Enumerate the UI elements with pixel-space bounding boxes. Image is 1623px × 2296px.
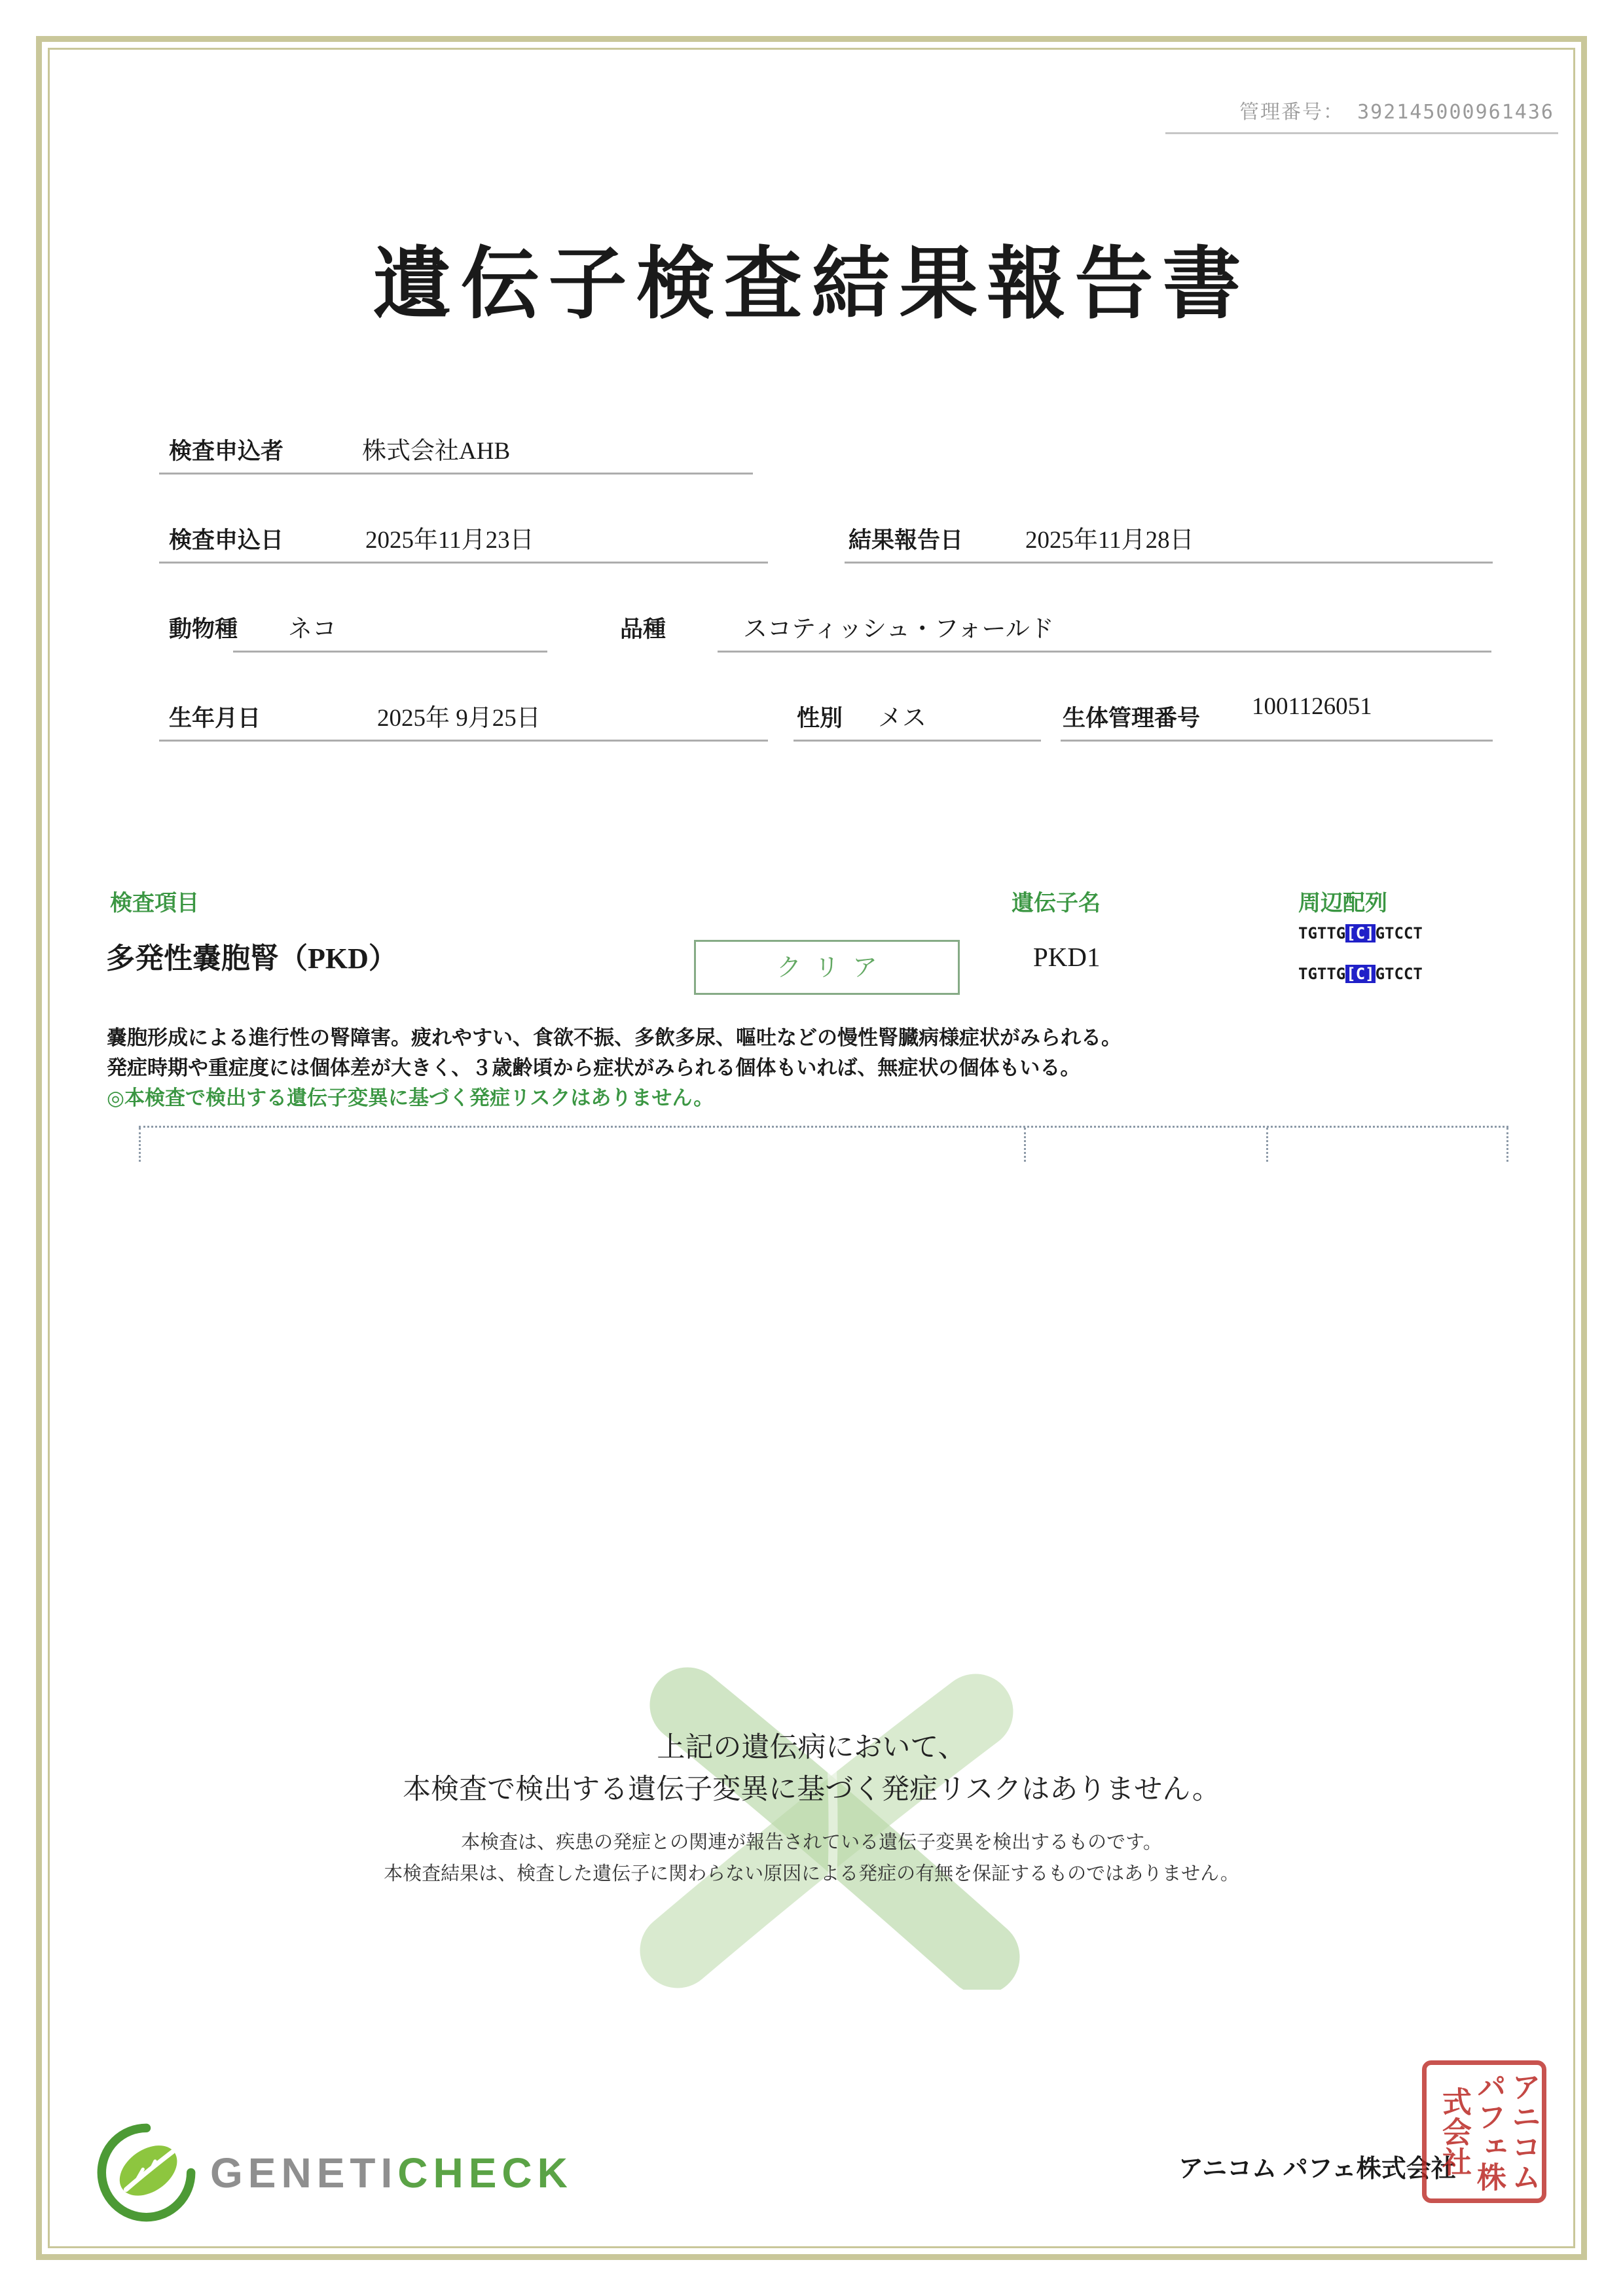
applicant-underline [159, 473, 753, 475]
species-value: ネコ [288, 616, 337, 643]
management-number-value: 392145000961436 [1357, 101, 1554, 124]
applicant-value: 株式会社AHB [362, 438, 511, 465]
sex-label: 性別 [797, 706, 843, 731]
separator-tick [139, 1128, 141, 1162]
breed-label: 品種 [620, 617, 666, 642]
separator-tick [1024, 1128, 1026, 1162]
gene-name: PKD1 [1033, 942, 1101, 972]
sequence-suffix: GTCCT [1375, 965, 1423, 983]
animal-id-value: 1001126051 [1252, 693, 1372, 720]
apply-date-value: 2025年11月23日 [365, 527, 534, 554]
summary-line1: 上記の遺伝病において、 [657, 1732, 966, 1763]
breed-underline [718, 651, 1491, 653]
management-number [1239, 96, 1554, 124]
birth-date-underline [159, 740, 768, 742]
disease-description-line2: 発症時期や重症度には個体差が大きく、３歳齢頃から症状がみられる個体もいれば、無症状の個体もいる。 [107, 1056, 1081, 1079]
apply-date-label: 検査申込日 [169, 528, 284, 553]
summary-note2: 本検査結果は、検査した遺伝子に関わらない原因による発症の有無を保証するものではありません。 [384, 1863, 1239, 1884]
summary-note1: 本検査は、疾患の発症との関連が報告されている遺伝子変異を検出するものです。 [461, 1832, 1162, 1853]
company-seal-text: アニコムパフェ株式会社 [1437, 2072, 1540, 2192]
management-number-underline [1165, 132, 1558, 134]
empty-row-separator [139, 1126, 1508, 1162]
results-header-gene: 遺伝子名 [1012, 891, 1101, 916]
separator-tick [1266, 1128, 1268, 1162]
geneticheck-logo [96, 2122, 573, 2223]
report-date-underline [845, 562, 1493, 564]
birth-date-label: 生年月日 [169, 706, 261, 731]
sex-underline [793, 740, 1041, 742]
sequence-prefix: TGTTG [1298, 965, 1346, 983]
sequence-line-2 [1298, 965, 1423, 983]
report-date-label: 結果報告日 [848, 528, 964, 553]
results-header-item: 検査項目 [110, 891, 199, 916]
breed-value: スコティッシュ・フォールド [743, 616, 1054, 643]
sequence-prefix: TGTTG [1298, 924, 1346, 942]
report-date-value: 2025年11月28日 [1025, 527, 1194, 554]
animal-id-underline [1061, 740, 1493, 742]
page-title: 遺伝子検査結果報告書 [373, 241, 1250, 328]
animal-id-label: 生体管理番号 [1063, 706, 1201, 731]
logo-text-check: CHECK [397, 2149, 573, 2197]
company-seal [1422, 2060, 1546, 2203]
leaf-logo-icon [96, 2122, 197, 2223]
separator-tick [1506, 1128, 1508, 1162]
birth-date-value: 2025年 9月25日 [377, 705, 541, 732]
logo-text-geneti: GENETI [210, 2149, 398, 2197]
species-underline [233, 651, 547, 653]
test-item-name: 多発性嚢胞腎（PKD） [106, 942, 397, 975]
result-clear-badge: クリア [694, 940, 960, 995]
apply-date-underline [159, 562, 768, 564]
company-name: アニコム パフェ株式会社 [1178, 2155, 1456, 2183]
ribbon-watermark-icon [612, 1662, 1044, 1990]
applicant-label: 検査申込者 [169, 439, 284, 464]
risk-note: ◎本検査で検出する遺伝子変異に基づく発症リスクはありません。 [107, 1086, 714, 1109]
logo-wordmark [210, 2149, 573, 2197]
sequence-suffix: GTCCT [1375, 924, 1423, 942]
management-number-label: 管理番号： [1239, 101, 1344, 124]
sex-value: メス [878, 705, 926, 732]
disease-description-line1: 嚢胞形成による進行性の腎障害。疲れやすい、食欲不振、多飲多尿、嘔吐などの慢性腎臓病様症状がみられる。 [107, 1026, 1122, 1049]
species-label: 動物種 [169, 617, 238, 642]
results-header-sequence: 周辺配列 [1298, 891, 1387, 916]
sequence-variant: [C] [1346, 924, 1375, 942]
summary-line2: 本検査で検出する遺伝子変異に基づく発症リスクはありません。 [403, 1774, 1220, 1805]
sequence-line-1 [1298, 924, 1423, 942]
sequence-variant: [C] [1346, 965, 1375, 983]
